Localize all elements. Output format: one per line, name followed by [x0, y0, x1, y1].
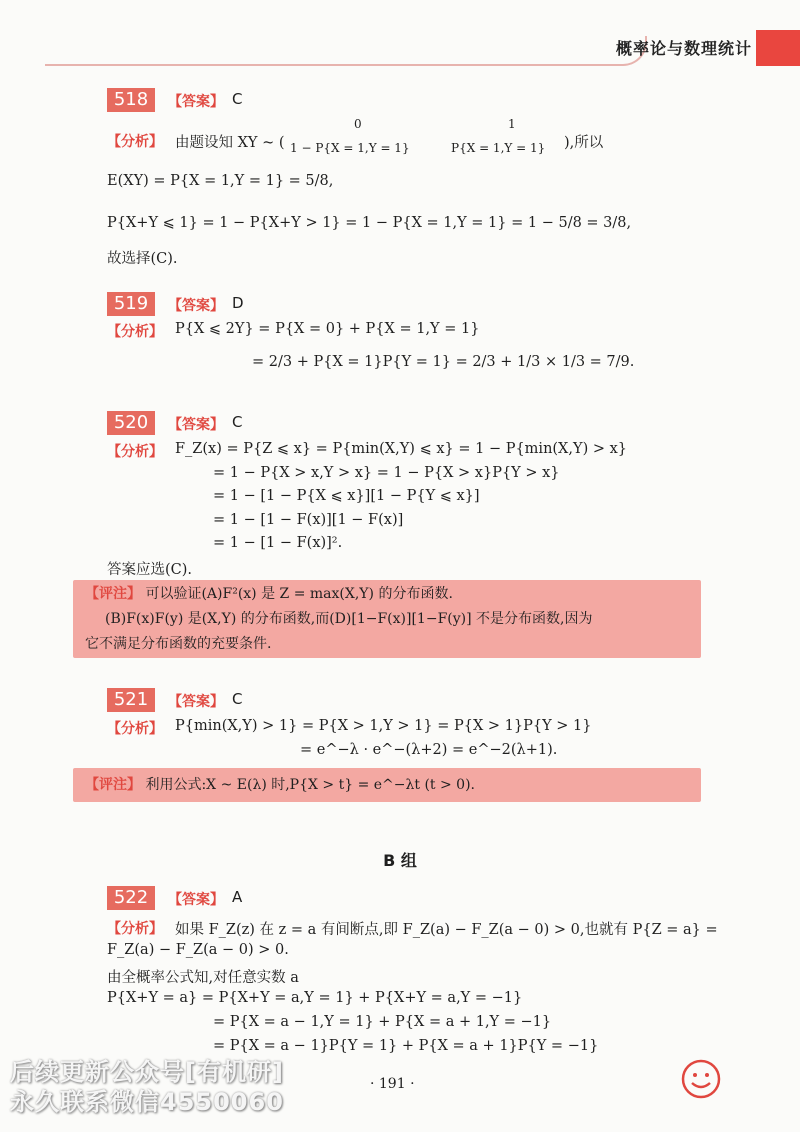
problem-number-518: 518 — [107, 88, 155, 112]
conclusion-line: 故选择(C). — [107, 251, 178, 267]
answer-tag: 【答案】 — [168, 298, 224, 314]
header-red-block — [756, 30, 800, 66]
header-decoration — [45, 36, 647, 66]
formula-line: P{min(X,Y) > 1} = P{X > 1,Y > 1} = P{X > 1}P{Y > 1} — [175, 718, 592, 734]
formula-line: = 2/3 + P{X = 1}P{Y = 1} = 2/3 + 1/3 × 1/3 = 7/9. — [252, 354, 635, 370]
note-box-521 — [73, 768, 701, 802]
problem-number-519: 519 — [107, 292, 155, 316]
problem-number-520: 520 — [107, 411, 155, 435]
formula-line: = P{X = a − 1,Y = 1} + P{X = a + 1,Y = −1} — [213, 1014, 552, 1030]
formula-line: = 1 − [1 − F(x)][1 − F(x)] — [213, 512, 404, 528]
dist-top-1: 1 — [508, 117, 516, 131]
note-line: 可以验证(A)F²(x) 是 Z = max(X,Y) 的分布函数. — [145, 586, 453, 602]
answer-tag: 【答案】 — [168, 694, 224, 710]
analysis-line: 由全概率公式知,对任意实数 a — [107, 970, 299, 986]
answer-value: A — [232, 888, 243, 906]
formula-line: P{X+Y ⩽ 1} = 1 − P{X+Y > 1} = 1 − P{X = 1,Y = 1} = 1 − 5/8 = 3/8, — [107, 215, 632, 231]
formula-line: P{X+Y = a} = P{X+Y = a,Y = 1} + P{X+Y = a,Y = −1} — [107, 990, 523, 1006]
formula-line: E(XY) = P{X = 1,Y = 1} = 5/8, — [107, 173, 334, 189]
header-title: 概率论与数理统计 — [615, 39, 752, 58]
answer-value: C — [232, 690, 243, 708]
formula-line: = 1 − [1 − P{X ⩽ x}][1 − P{Y ⩽ x}] — [213, 488, 480, 504]
formula-line: F_Z(x) = P{Z ⩽ x} = P{min(X,Y) ⩽ x} = 1 − P{min(X,Y) > x} — [175, 441, 627, 457]
note-line: 它不满足分布函数的充要条件. — [85, 636, 272, 652]
formula-line: = 1 − P{X > x,Y > x} = 1 − P{X > x}P{Y > x} — [213, 465, 560, 481]
note-tag: 【评注】 — [85, 777, 141, 793]
page-number: · 191 · — [370, 1076, 415, 1092]
analysis-tag: 【分析】 — [107, 921, 163, 937]
dist-top-0: 0 — [354, 117, 362, 131]
watermark-line: 后续更新公众号[有机研] — [10, 1058, 284, 1086]
note-line: (B)F(x)F(y) 是(X,Y) 的分布函数,而(D)[1−F(x)][1−F(y)] 不是分布函数,因为 — [105, 611, 593, 627]
analysis-tag: 【分析】 — [107, 721, 163, 737]
dist-bottom-0: 1 − P{X = 1,Y = 1} — [290, 141, 410, 155]
analysis-line: 由题设知 XY ~ ( — [175, 135, 285, 151]
problem-number-522: 522 — [107, 886, 155, 910]
analysis-tag: 【分析】 — [107, 134, 163, 150]
smiley-icon — [680, 1058, 722, 1100]
note-line: 利用公式:X ~ E(λ) 时,P{X > t} = e^−λt (t > 0). — [145, 777, 476, 793]
conclusion-line: 答案应选(C). — [107, 562, 193, 578]
answer-value: C — [232, 90, 243, 108]
answer-value: C — [232, 413, 243, 431]
formula-line: = P{X = a − 1}P{Y = 1} + P{X = a + 1}P{Y = −1} — [213, 1038, 599, 1054]
watermark-line: 永久联系微信4550060 — [10, 1088, 284, 1116]
section-heading: B 组 — [383, 851, 417, 870]
dist-bottom-1: P{X = 1,Y = 1} — [451, 141, 546, 155]
analysis-line: 如果 F_Z(z) 在 z = a 有间断点,即 F_Z(a) − F_Z(a − 0) > 0,也就有 P{Z = a} = — [175, 922, 718, 938]
note-tag: 【评注】 — [85, 586, 141, 602]
analysis-line: ),所以 — [564, 135, 604, 151]
note-box-520 — [73, 580, 701, 658]
formula-line: P{X ⩽ 2Y} = P{X = 0} + P{X = 1,Y = 1} — [175, 321, 480, 337]
answer-tag: 【答案】 — [168, 892, 224, 908]
analysis-tag: 【分析】 — [107, 324, 163, 340]
analysis-line: F_Z(a) − F_Z(a − 0) > 0. — [107, 942, 289, 958]
answer-tag: 【答案】 — [168, 417, 224, 433]
formula-line: = 1 − [1 − F(x)]². — [213, 535, 343, 551]
formula-line: = e^−λ · e^−(λ+2) = e^−2(λ+1). — [300, 742, 558, 758]
answer-value: D — [232, 294, 244, 312]
answer-tag: 【答案】 — [168, 94, 224, 110]
analysis-tag: 【分析】 — [107, 444, 163, 460]
problem-number-521: 521 — [107, 688, 155, 712]
